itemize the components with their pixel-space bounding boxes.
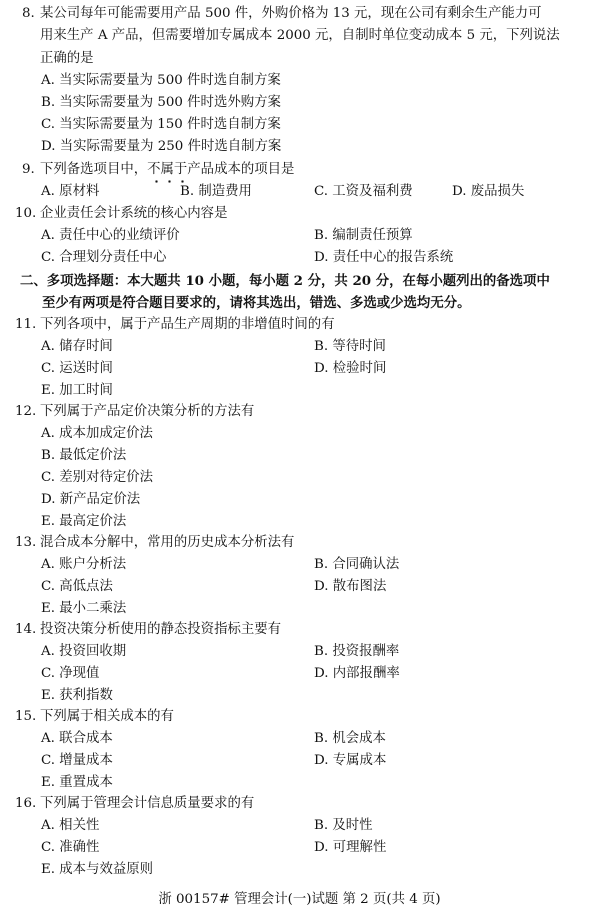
q8-option-b: B. 当实际需要量为 500 件时选外购方案 — [41, 95, 281, 110]
q12-option-d: D. 新产品定价法 — [41, 492, 141, 507]
q11-option-a: A. 储存时间 — [41, 339, 113, 354]
q15-stem: 下列属于相关成本的有 — [40, 709, 174, 724]
q8-option-d: D. 当实际需要量为 250 件时选自制方案 — [41, 139, 282, 154]
q12-number: 12. — [15, 404, 37, 419]
q8-stem-line-3: 正确的是 — [40, 51, 94, 66]
q16-option-d: D. 可理解性 — [314, 840, 387, 855]
q12-option-b: B. 最低定价法 — [41, 448, 127, 463]
q12-option-a: A. 成本加成定价法 — [41, 426, 153, 441]
q8-option-a: A. 当实际需要量为 500 件时选自制方案 — [41, 73, 281, 88]
q11-option-c: C. 运送时间 — [41, 361, 113, 376]
q13-option-c: C. 高低点法 — [41, 579, 113, 594]
q16-number: 16. — [15, 796, 37, 811]
q15-option-c: C. 增量成本 — [41, 753, 113, 768]
q14-number: 14. — [15, 622, 37, 637]
q9-stem-emphasis: 不属于 — [147, 162, 188, 177]
q14-option-b: B. 投资报酬率 — [314, 644, 400, 659]
q9-stem — [40, 162, 294, 178]
q15-number: 15. — [15, 709, 37, 724]
q10-option-c: C. 合理划分责任中心 — [41, 250, 167, 265]
q10-stem: 企业责任会计系统的核心内容是 — [40, 206, 228, 221]
q15-option-b: B. 机会成本 — [314, 731, 386, 746]
q8-stem-line-2: 用来生产 A 产品，但需要增加专属成本 2000 元，自制时单位变动成本 5 元，下列说法 — [40, 28, 560, 43]
q14-stem: 投资决策分析使用的静态投资指标主要有 — [40, 622, 282, 637]
q14-option-e: E. 获利指数 — [41, 688, 113, 703]
q9-option-c: C. 工资及福利费 — [314, 184, 413, 199]
q14-option-a: A. 投资回收期 — [41, 644, 127, 659]
q16-option-e: E. 成本与效益原则 — [41, 862, 154, 877]
q9-stem-post: 产品成本的项目是 — [187, 162, 295, 177]
q16-option-a: A. 相关性 — [41, 818, 100, 833]
q8-stem-line-1: 某公司每年可能需要用产品 500 件，外购价格为 13 元，现在公司有剩余生产能力可 — [40, 6, 542, 21]
q11-option-e: E. 加工时间 — [41, 383, 113, 398]
q16-option-b: B. 及时性 — [314, 818, 373, 833]
section-2-instructions: 至少有两项是符合题目要求的，请将其选出，错选、多选或少选均无分。 — [42, 295, 471, 311]
q12-stem: 下列属于产品定价决策分析的方法有 — [40, 404, 255, 419]
q15-option-a: A. 联合成本 — [41, 731, 113, 746]
q13-stem: 混合成本分解中，常用的历史成本分析法有 — [40, 535, 295, 550]
q13-option-a: A. 账户分析法 — [41, 557, 127, 572]
q14-option-d: D. 内部报酬率 — [314, 666, 400, 681]
q12-option-c: C. 差别对待定价法 — [41, 470, 154, 485]
q15-option-e: E. 重置成本 — [41, 775, 113, 790]
q8-number: 8. — [22, 6, 35, 21]
q9-number: 9. — [22, 162, 35, 177]
q10-option-a: A. 责任中心的业绩评价 — [41, 228, 180, 243]
page-footer: 浙 00157# 管理会计(一)试题 第 2 页(共 4 页) — [158, 892, 441, 907]
q11-option-d: D. 检验时间 — [314, 361, 387, 376]
q13-option-d: D. 散布图法 — [314, 579, 387, 594]
q8-option-c: C. 当实际需要量为 150 件时选自制方案 — [41, 117, 281, 132]
q12-option-e: E. 最高定价法 — [41, 514, 127, 529]
q9-option-d: D. 废品损失 — [452, 184, 525, 199]
q9-option-a: A. 原材料 — [41, 184, 100, 199]
q11-number: 11. — [15, 317, 37, 332]
q13-option-e: E. 最小二乘法 — [41, 601, 127, 616]
q10-option-b: B. 编制责任预算 — [314, 228, 413, 243]
section-2-heading: 二、多项选择题：本大题共 10 小题，每小题 2 分，共 20 分，在每小题列出的备选项中 — [20, 273, 550, 289]
q14-option-c: C. 净现值 — [41, 666, 100, 681]
q15-option-d: D. 专属成本 — [314, 753, 387, 768]
q16-option-c: C. 准确性 — [41, 840, 100, 855]
q16-stem: 下列属于管理会计信息质量要求的有 — [40, 796, 255, 811]
q11-option-b: B. 等待时间 — [314, 339, 386, 354]
q9-option-b: B. 制造费用 — [180, 184, 252, 199]
q11-stem: 下列各项中，属于产品生产周期的非增值时间的有 — [40, 317, 335, 332]
q13-number: 13. — [15, 535, 37, 550]
q13-option-b: B. 合同确认法 — [314, 557, 400, 572]
q10-option-d: D. 责任中心的报告系统 — [314, 250, 454, 265]
q9-stem-pre: 下列备选项目中， — [40, 162, 148, 177]
q10-number: 10. — [15, 206, 37, 221]
